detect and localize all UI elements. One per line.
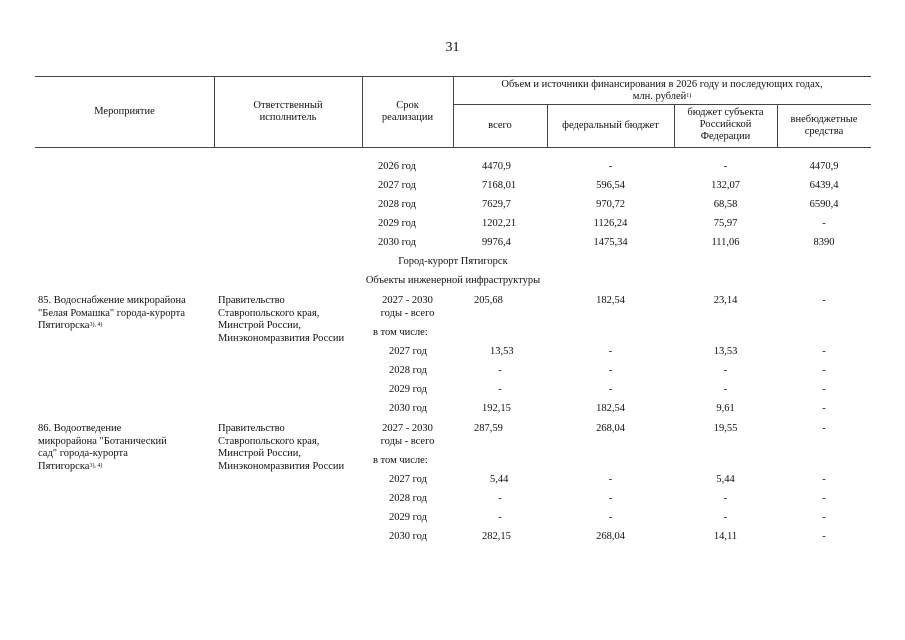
footnote-ref: 1) bbox=[686, 93, 692, 99]
federal-cell: - bbox=[608, 365, 613, 376]
executor-line: Правительство bbox=[218, 295, 285, 306]
total-cell: 5,44 bbox=[490, 474, 509, 485]
total-cell: 192,15 bbox=[482, 403, 511, 414]
offbudget-cell: 8390 bbox=[813, 237, 835, 248]
subject-cell: - bbox=[723, 512, 728, 523]
period-line: 2027 - 2030 bbox=[382, 423, 433, 434]
federal-cell: - bbox=[608, 474, 613, 485]
header-offbudget-line: средства bbox=[804, 126, 844, 137]
item-title-line bbox=[38, 320, 186, 333]
subject-cell: 23,14 bbox=[713, 295, 738, 306]
including-label: в том числе: bbox=[373, 327, 428, 338]
total-cell: 7629,7 bbox=[482, 199, 511, 210]
offbudget-cell: - bbox=[822, 493, 826, 504]
item-title-text: Пятигорска bbox=[38, 320, 90, 331]
header-executor-line: Ответственный bbox=[253, 100, 323, 111]
executor-line: Ставропольского края, bbox=[218, 435, 320, 447]
offbudget-cell: - bbox=[822, 346, 826, 357]
header-mid-rule bbox=[453, 104, 871, 105]
header-subject-line: Российской bbox=[699, 119, 752, 130]
offbudget-cell: 6590,4 bbox=[809, 199, 839, 210]
subject-cell: 5,44 bbox=[716, 474, 735, 485]
year-cell: 2030 год bbox=[389, 403, 427, 414]
year-cell: 2027 год bbox=[389, 346, 427, 357]
year-cell: 2027 год bbox=[389, 474, 427, 485]
header-subject bbox=[674, 107, 777, 143]
executor-line: Правительство bbox=[218, 423, 285, 434]
period-line: 2027 - 2030 bbox=[382, 295, 433, 306]
offbudget-cell: - bbox=[822, 218, 826, 229]
item-title-line bbox=[38, 461, 167, 474]
item-title-line: микрорайона "Ботанический bbox=[38, 435, 167, 447]
subject-cell: - bbox=[723, 493, 728, 504]
page-number: 31 bbox=[445, 40, 460, 55]
header-subject-line: Федерации bbox=[700, 131, 751, 142]
item-title-line: 85. Водоснабжение микрорайона bbox=[38, 295, 186, 306]
federal-cell: 182,54 bbox=[596, 295, 625, 306]
item-title-text: Пятигорска bbox=[38, 460, 90, 472]
section-heading: Объекты инженерной инфраструктуры bbox=[365, 275, 541, 286]
year-cell: 2028 год bbox=[389, 493, 427, 504]
federal-cell: 268,04 bbox=[596, 423, 625, 434]
subject-cell: - bbox=[723, 365, 728, 376]
federal-cell: 1126,24 bbox=[593, 218, 628, 229]
offbudget-cell: - bbox=[822, 365, 826, 376]
total-cell: 4470,9 bbox=[482, 161, 511, 172]
header-financing-unit: млн. рублей bbox=[632, 91, 687, 102]
total-cell: 7168,01 bbox=[482, 180, 517, 191]
header-offbudget-line: внебюджетные bbox=[790, 114, 858, 125]
total-cell: - bbox=[498, 493, 502, 504]
header-executor bbox=[214, 100, 362, 124]
federal-cell: 970,72 bbox=[596, 199, 625, 210]
year-cell: 2027 год bbox=[378, 180, 416, 191]
header-term-line: реализации bbox=[381, 112, 434, 123]
total-cell: 9976,4 bbox=[482, 237, 511, 248]
executor-line: Минстрой России, bbox=[218, 320, 301, 331]
header-term bbox=[362, 100, 453, 124]
federal-cell: 182,54 bbox=[596, 403, 625, 414]
subject-cell: 13,53 bbox=[713, 346, 738, 357]
executor-line: Минэкономразвития России bbox=[218, 460, 345, 472]
federal-cell: - bbox=[608, 346, 613, 357]
federal-cell: - bbox=[608, 512, 613, 523]
header-bottom-rule bbox=[35, 147, 871, 148]
period-line: годы - всего bbox=[380, 435, 435, 447]
year-cell: 2028 год bbox=[378, 199, 416, 210]
executor-line: Минстрой России, bbox=[218, 448, 301, 459]
total-cell: 13,53 bbox=[490, 346, 514, 357]
header-total: всего bbox=[488, 120, 512, 131]
offbudget-cell: - bbox=[822, 403, 826, 414]
subject-cell: 75,97 bbox=[713, 218, 738, 229]
federal-cell: 596,54 bbox=[596, 180, 625, 191]
executor-line: Ставропольского края, bbox=[218, 307, 320, 319]
total-cell: 287,59 bbox=[474, 423, 503, 434]
period-line: годы - всего bbox=[380, 307, 435, 319]
header-event: Мероприятие bbox=[94, 106, 155, 117]
header-subject-line: бюджет субъекта bbox=[687, 107, 764, 118]
subject-cell: 68,58 bbox=[713, 199, 738, 210]
footnote-ref: 3), 4) bbox=[89, 322, 103, 328]
total-cell: - bbox=[498, 365, 502, 376]
item-title-line: 86. Водоотведение bbox=[38, 423, 122, 434]
subject-cell: 132,07 bbox=[711, 180, 740, 191]
federal-cell: - bbox=[608, 493, 613, 504]
total-cell: - bbox=[498, 512, 502, 523]
federal-cell: 268,04 bbox=[596, 531, 625, 542]
offbudget-cell: - bbox=[822, 531, 826, 542]
header-financing-line: Объем и источники финансирования в 2026 году и последующих годах, bbox=[501, 79, 823, 90]
item-title bbox=[38, 423, 167, 473]
year-cell: 2026 год bbox=[378, 161, 416, 172]
offbudget-cell: - bbox=[822, 295, 826, 306]
subject-cell: 9,61 bbox=[716, 403, 735, 414]
year-cell: 2029 год bbox=[378, 218, 416, 229]
offbudget-cell: - bbox=[822, 384, 826, 395]
subject-cell: 19,55 bbox=[713, 423, 738, 434]
item-executor bbox=[218, 423, 344, 473]
header-term-line: Срок bbox=[396, 100, 419, 111]
item-title-line: сад" города-курорта bbox=[38, 448, 128, 459]
offbudget-cell: 4470,9 bbox=[809, 161, 839, 172]
offbudget-cell: 6439,4 bbox=[809, 180, 839, 191]
offbudget-cell: - bbox=[822, 423, 826, 434]
header-executor-line: исполнитель bbox=[259, 112, 317, 123]
executor-line: Минэкономразвития России bbox=[218, 332, 345, 344]
item-executor bbox=[218, 295, 344, 345]
federal-cell: - bbox=[608, 161, 613, 172]
header-financing-line bbox=[453, 91, 871, 103]
subject-cell: 111,06 bbox=[711, 237, 740, 248]
federal-cell: - bbox=[608, 384, 613, 395]
year-cell: 2030 год bbox=[389, 531, 427, 542]
item-title bbox=[38, 295, 186, 333]
year-cell: 2029 год bbox=[389, 512, 427, 523]
year-cell: 2028 год bbox=[389, 365, 427, 376]
period-cell bbox=[362, 423, 453, 448]
header-federal: федеральный бюджет bbox=[562, 120, 659, 131]
city-heading: Город-курорт Пятигорск bbox=[398, 256, 508, 267]
period-cell bbox=[362, 295, 453, 320]
subject-cell: - bbox=[723, 384, 728, 395]
including-label: в том числе: bbox=[373, 455, 428, 466]
header-financing bbox=[453, 79, 871, 103]
footnote-ref: 3), 4) bbox=[89, 462, 103, 469]
subject-cell: 14,11 bbox=[713, 531, 738, 542]
subject-cell: - bbox=[723, 161, 728, 172]
item-title-line: "Белая Ромашка" города-курорта bbox=[38, 307, 185, 319]
offbudget-cell: - bbox=[822, 474, 826, 485]
year-cell: 2030 год bbox=[378, 237, 416, 248]
offbudget-cell: - bbox=[822, 512, 826, 523]
total-cell: - bbox=[498, 384, 502, 395]
header-offbudget bbox=[777, 114, 871, 138]
total-cell: 282,15 bbox=[482, 531, 511, 542]
total-cell: 1202,21 bbox=[482, 218, 517, 229]
total-cell: 205,68 bbox=[474, 295, 503, 306]
federal-cell: 1475,34 bbox=[593, 237, 628, 248]
year-cell: 2029 год bbox=[389, 384, 427, 395]
